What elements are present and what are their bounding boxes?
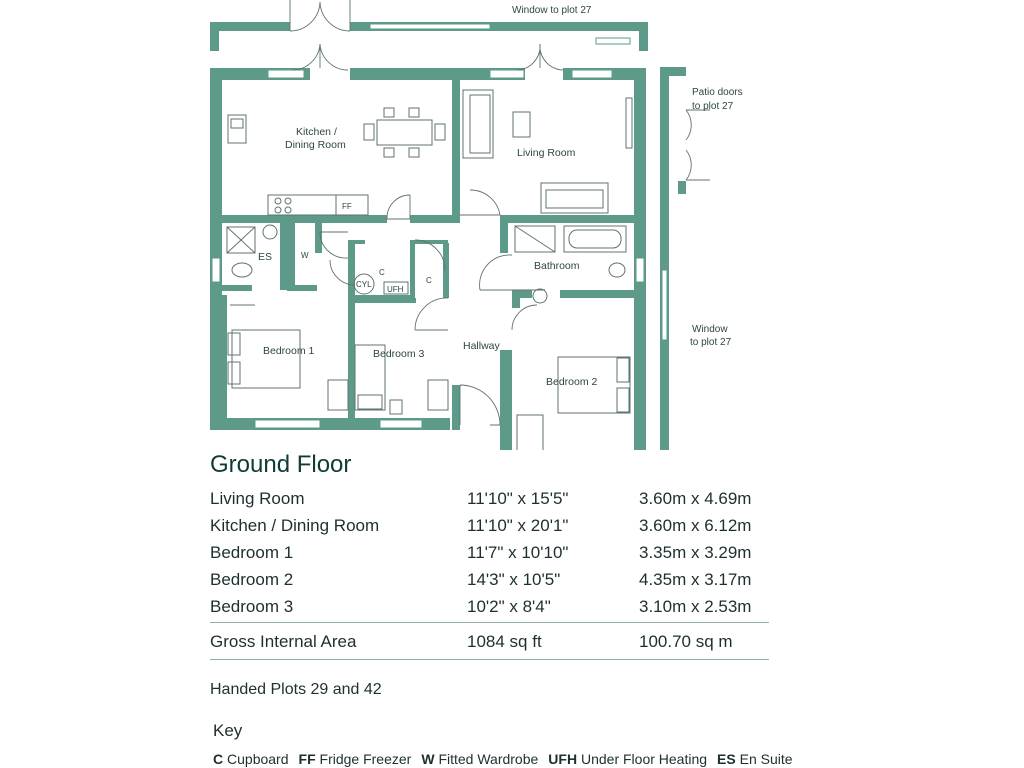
neighbour-wall-right xyxy=(660,67,686,450)
ensuite-label: ES xyxy=(258,251,273,263)
window-top-label: Window to plot 27 xyxy=(512,5,592,16)
key-text: Fitted Wardrobe xyxy=(438,751,539,767)
divider-bottom xyxy=(210,659,769,660)
patio-label-1: Patio doors xyxy=(692,87,743,98)
handed-plots xyxy=(210,681,382,699)
gia-metric: 100.70 sq m xyxy=(639,632,733,651)
room-metric: 3.35m x 3.29m xyxy=(639,542,752,562)
kitchen-label-1: Kitchen / xyxy=(296,126,337,138)
room-name: Bedroom 3 xyxy=(210,596,294,616)
window-right-label-2: to plot 27 xyxy=(690,337,732,348)
wardrobe-label: W xyxy=(301,251,309,260)
room-row xyxy=(210,485,769,512)
cylinder-label: CYL xyxy=(356,280,372,289)
key-text: Fridge Freezer xyxy=(319,751,412,767)
handed-plots-bold: Handed Plot xyxy=(210,681,299,698)
kitchen-label-2: Dining Room xyxy=(285,139,346,151)
key-abbr: C xyxy=(213,751,224,767)
room-metric: 3.60m x 4.69m xyxy=(639,488,752,508)
fridge-label: FF xyxy=(342,202,352,211)
neighbour-wall-top xyxy=(210,22,648,51)
key-item xyxy=(213,751,289,767)
window-right-label-1: Window xyxy=(692,324,728,335)
patio-label-2: to plot 27 xyxy=(692,101,734,112)
hallway-label: Hallway xyxy=(463,340,500,352)
room-metric: 4.35m x 3.17m xyxy=(639,569,752,589)
room-name: Bedroom 2 xyxy=(210,569,294,589)
room-metric: 3.60m x 6.12m xyxy=(639,515,752,535)
room-dimensions-table xyxy=(210,485,769,620)
room-imperial: 10'2" x 8'4" xyxy=(467,596,551,616)
gross-internal-area xyxy=(210,632,733,652)
key-abbr: FF xyxy=(298,751,316,767)
room-imperial: 14'3" x 10'5" xyxy=(467,569,561,589)
bedroom1-label: Bedroom 1 xyxy=(263,345,315,357)
ufh-label: UFH xyxy=(387,285,404,294)
key-abbr: W xyxy=(421,751,435,767)
floor-title: Ground Floor xyxy=(210,451,352,478)
room-imperial: 11'10" x 15'5" xyxy=(467,488,569,508)
key-item xyxy=(717,751,793,767)
interior-walls xyxy=(222,80,634,418)
gia-imperial: 1084 sq ft xyxy=(467,632,542,651)
key-item xyxy=(299,751,412,767)
cupboard-label-1: C xyxy=(379,268,385,277)
key-abbr: UFH xyxy=(548,751,578,767)
bathroom-label: Bathroom xyxy=(534,260,580,272)
handed-plots-rest: s 29 and 42 xyxy=(298,681,382,698)
key-item xyxy=(548,751,707,767)
key-text: Cupboard xyxy=(227,751,289,767)
room-name: Bedroom 1 xyxy=(210,542,294,562)
bedroom3-label: Bedroom 3 xyxy=(373,348,425,360)
room-imperial: 11'7" x 10'10" xyxy=(467,542,569,562)
room-imperial: 11'10" x 20'1" xyxy=(467,515,569,535)
room-name: Kitchen / Dining Room xyxy=(210,515,380,535)
key-item xyxy=(421,751,538,767)
room-row xyxy=(210,566,769,593)
room-row xyxy=(210,512,769,539)
bedroom2-label: Bedroom 2 xyxy=(546,376,598,388)
key-text: Under Floor Heating xyxy=(580,751,708,767)
divider-top xyxy=(210,622,769,623)
key-text: En Suite xyxy=(739,751,793,767)
key-legend xyxy=(213,751,803,767)
cupboard-label-2: C xyxy=(426,276,432,285)
gia-label: Gross Internal Area xyxy=(210,632,357,651)
living-label: Living Room xyxy=(517,147,576,159)
room-name: Living Room xyxy=(210,488,305,508)
room-metric: 3.10m x 2.53m xyxy=(639,596,752,616)
room-row xyxy=(210,539,769,566)
room-row xyxy=(210,593,769,620)
key-abbr: ES xyxy=(717,751,736,767)
key-heading: Key xyxy=(213,721,243,740)
